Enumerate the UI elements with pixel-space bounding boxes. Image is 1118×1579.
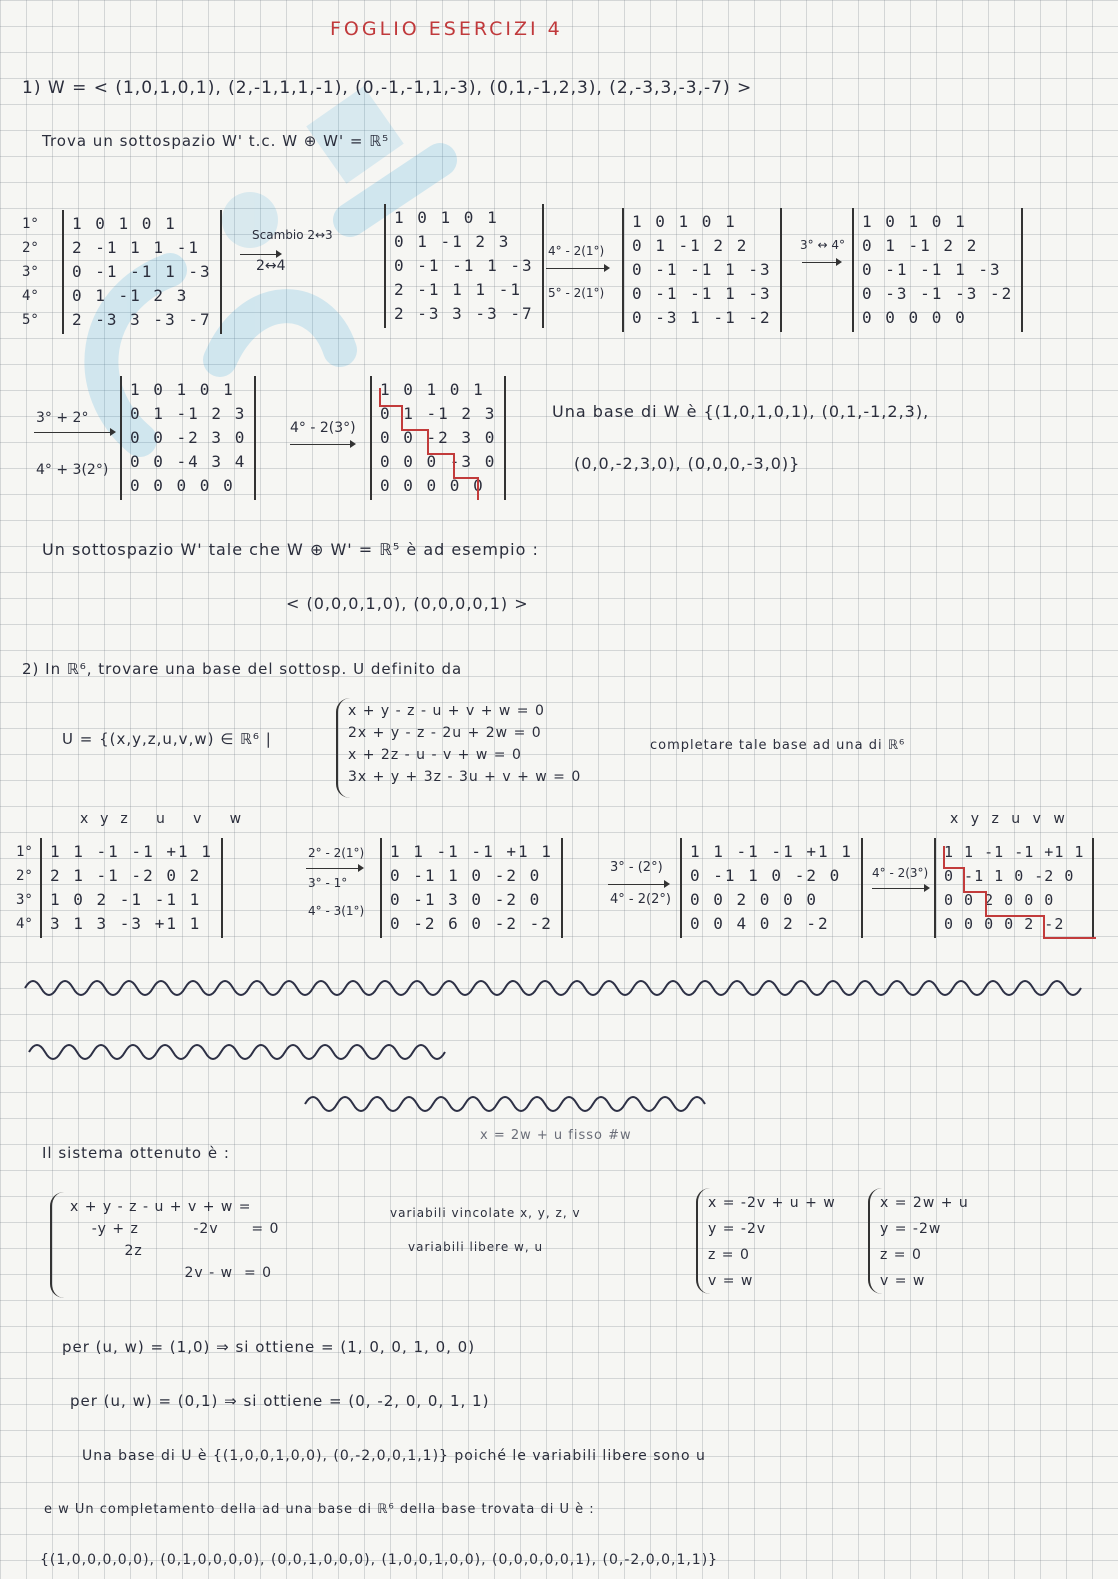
ex1-header: 1) W = < (1,0,1,0,1), (2,-1,1,1,-1), (0,-1,-1,1,-3), (0,1,-1,2,3), (2,-3,3,-3,-7) > xyxy=(22,78,753,98)
ex2-op-a1: 2° - 2(1°) xyxy=(308,846,365,860)
ex2-matrix-2: 1 1 -1 -1 +1 1 0 -1 1 0 -2 0 0 -1 3 0 -2 0 0 -2 6 0 -2 -2 xyxy=(380,838,563,938)
ex1-matrix-1: 1 0 1 0 1 2 -1 1 1 -1 0 -1 -1 1 -3 0 1 -1 2 3 2 -3 3 -3 -7 xyxy=(62,210,222,334)
ex2-free-variables: variabili libere w, u xyxy=(408,1240,544,1254)
ex1-op-2b: 5° - 2(1°) xyxy=(548,286,605,300)
ex2-solution-system-1: x = -2v + u + w y = -2v z = 0 v = w xyxy=(708,1195,836,1289)
ex2-side-note: x = 2w + u fisso #w xyxy=(480,1128,632,1143)
ex2-echelon-staircase xyxy=(936,838,1116,948)
ex1-echelon-staircase xyxy=(372,376,512,516)
crossed-out-line-3 xyxy=(300,1082,720,1122)
ex2-header: 2) In ℝ⁶, trovare una base del sottosp. U definito da xyxy=(22,660,463,678)
ex2-matrix-4: 1 1 -1 -1 +1 1 0 -1 1 0 -2 0 0 0 2 0 0 0 0 0 0 0 2 -2 xyxy=(934,838,1094,938)
ex2-matrix-3: 1 1 -1 -1 +1 1 0 -1 1 0 -2 0 0 0 2 0 0 0 0 0 4 0 2 -2 xyxy=(680,838,863,938)
ex2-variable-header-2: x y z u v w xyxy=(950,811,1069,827)
ex1-arrow-2 xyxy=(546,268,608,269)
ex1-op-4b: 4° + 3(2°) xyxy=(36,462,109,478)
ex1-op-3: 3° ↔ 4° xyxy=(800,238,845,252)
ex1-op-4a: 3° + 2° xyxy=(36,410,89,426)
ex1-op-5: 4° - 2(3°) xyxy=(290,420,356,436)
ex2-variable-header-1: x y z u v w xyxy=(80,811,243,827)
ex1-complement-line: Un sottospazio W' tale che W ⊕ W' = ℝ⁵ è ad esempio : xyxy=(42,540,539,559)
ex1-matrix-6: 1 0 1 0 1 0 1 -1 2 3 0 0 -2 3 0 0 0 0 -3 0 0 0 0 0 0 xyxy=(370,376,506,500)
ex2-op-a2: 3° - 1° xyxy=(308,876,348,890)
ex2-case-2: per (u, w) = (0,1) ⇒ si ottiene = (0, -2, 0, 0, 1, 1) xyxy=(70,1392,490,1410)
ex2-bound-variables: variabili vincolate x, y, z, v xyxy=(390,1206,581,1220)
ex1-basis-line-1: Una base di W è {(1,0,1,0,1), (0,1,-1,2,3), xyxy=(552,402,930,421)
ex2-case-1: per (u, w) = (1,0) ⇒ si ottiene = (1, 0, 0, 1, 0, 0) xyxy=(62,1338,476,1356)
ex1-basis-line-2: (0,0,-2,3,0), (0,0,0,-3,0)} xyxy=(574,454,801,473)
ex2-op-a3: 4° - 3(1°) xyxy=(308,904,365,918)
ex1-task: Trova un sottospazio W' t.c. W ⊕ W' = ℝ⁵ xyxy=(42,132,390,150)
ex2-op-c: 4° - 2(3°) xyxy=(872,866,929,880)
ex2-final-basis: {(1,0,0,0,0,0), (0,1,0,0,0,0), (0,0,1,0,0,0), (1,0,0,1,0,0), (0,0,0,0,0,1), (0,-2,0,0,1,1)} xyxy=(40,1552,719,1568)
ex2-arrow-3 xyxy=(872,888,928,889)
ex2-arrow-1 xyxy=(306,868,362,869)
ex2-complete-instruction: completare tale base ad una di ℝ⁶ xyxy=(650,738,906,753)
ex2-completion-line: e w Un completamento della ad una base di ℝ⁶ della base trovata di U è : xyxy=(44,1502,595,1517)
ex1-row-labels: 1° 2° 3° 4° 5° xyxy=(22,216,39,328)
ex2-system-intro: Il sistema ottenuto è : xyxy=(42,1144,230,1162)
ex2-op-b2: 4° - 2(2°) xyxy=(610,892,671,907)
crossed-out-line-1 xyxy=(20,966,1100,1006)
ex2-reduced-system-brace xyxy=(50,1192,66,1298)
ex2-system: x + y - z - u + v + w = 0 2x + y - z - 2u + 2w = 0 x + 2z - u - v + w = 0 3x + y + 3z - 3u + v + w = 0 xyxy=(348,703,582,785)
ex1-arrow-5 xyxy=(290,444,354,445)
ex1-arrow-1 xyxy=(240,254,280,255)
crossed-out-line-2 xyxy=(24,1030,464,1070)
ex1-arrow-4 xyxy=(34,432,114,433)
ex1-arrow-3 xyxy=(802,262,840,263)
ex1-op-1b: 2↔4 xyxy=(256,258,286,274)
ex1-matrix-3: 1 0 1 0 1 0 1 -1 2 2 0 -1 -1 1 -3 0 -1 -1 1 -3 0 -3 1 -1 -2 xyxy=(622,208,782,332)
ex2-solution-system-2: x = 2w + u y = -2w z = 0 v = w xyxy=(880,1195,969,1289)
page-title: FOGLIO ESERCIZI 4 xyxy=(330,18,563,40)
ex2-basis-line: Una base di U è {(1,0,0,1,0,0), (0,-2,0,0,1,1)} poiché le variabili libere sono u xyxy=(82,1448,706,1464)
ex2-row-labels: 1° 2° 3° 4° xyxy=(16,844,33,932)
ex2-matrix-1: 1 1 -1 -1 +1 1 2 1 -1 -2 0 2 1 0 2 -1 -1 1 3 1 3 -3 +1 1 xyxy=(40,838,223,938)
ex1-matrix-2: 1 0 1 0 1 0 1 -1 2 3 0 -1 -1 1 -3 2 -1 1 1 -1 2 -3 3 -3 -7 xyxy=(384,204,544,328)
ex1-matrix-5: 1 0 1 0 1 0 1 -1 2 3 0 0 -2 3 0 0 0 -4 3 4 0 0 0 0 0 xyxy=(120,376,256,500)
ex2-reduced-system: x + y - z - u + v + w = -y + z -2v = 0 2z 2v - w = 0 xyxy=(70,1199,280,1281)
ex1-op-1a: Scambio 2↔3 xyxy=(252,228,333,242)
ex1-complement-value: < (0,0,0,1,0), (0,0,0,0,1) > xyxy=(286,594,529,613)
ex1-op-2a: 4° - 2(1°) xyxy=(548,244,605,258)
ex1-matrix-4: 1 0 1 0 1 0 1 -1 2 2 0 -1 -1 1 -3 0 -3 -1 -3 -2 0 0 0 0 0 xyxy=(852,208,1023,332)
ex2-op-b1: 3° - (2°) xyxy=(610,860,663,875)
ex2-set-definition: U = {(x,y,z,u,v,w) ∈ ℝ⁶ | xyxy=(62,730,272,748)
ex2-arrow-2 xyxy=(608,884,668,885)
